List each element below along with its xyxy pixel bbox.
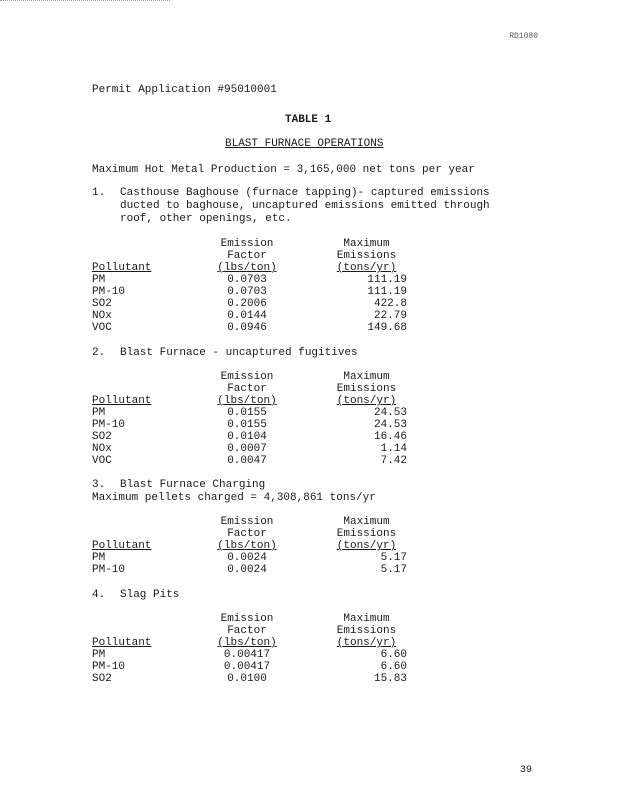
table-row: PM-10 0.0024 5.17	[92, 564, 407, 576]
emissions-table-1	[92, 238, 421, 334]
section-3-description: Blast Furnace Charging Maximum pellets charged = 4,308,861 tons/yr	[92, 479, 376, 504]
col-ef-line1: Emission	[220, 238, 274, 250]
col-mx-line1: Maximum	[343, 238, 390, 250]
col-ef-line3: (lbs/ton)	[217, 262, 277, 274]
scan-edge-line	[0, 0, 170, 7]
table-row: SO2 0.0104 16.46	[92, 431, 407, 443]
emissions-table-4: Emission Maximum Factor Emissions Pollutant (lbs/ton) (tons/yr) PM 0.00417 6.60 PM-10 0.00417 6.60 SO2 0.0100 15.83	[92, 613, 421, 685]
document-id: RD1080	[509, 32, 538, 41]
table-row: PM-10 0.0155 24.53	[92, 419, 407, 431]
section-3-number: 3.	[92, 479, 106, 491]
table-row: VOC 0.0946 149.68	[92, 322, 407, 334]
section-2-description: Blast Furnace - uncaptured fugitives	[120, 347, 358, 359]
section-4-description: Slag Pits	[120, 589, 180, 601]
col-pollutant: Pollutant	[92, 262, 152, 274]
section-4-number: 4.	[92, 589, 106, 601]
section-title: BLAST FURNACE OPERATIONS	[225, 138, 384, 150]
section-1-number: 1.	[92, 187, 106, 199]
page-number: 39	[520, 765, 533, 776]
col-ef-line2: Factor	[227, 250, 267, 262]
production-line: Maximum Hot Metal Production = 3,165,000 net tons per year	[92, 164, 475, 176]
table-row: SO2 0.0100 15.83	[92, 673, 407, 685]
table-row: PM 0.0703 111.19	[92, 274, 407, 286]
table-title: TABLE 1	[285, 114, 332, 126]
table-row: SO2 0.2006 422.8	[92, 298, 407, 310]
emissions-table-2: Emission Maximum Factor Emissions Pollutant (lbs/ton) (tons/yr) PM 0.0155 24.53 PM-10 0.0155 24.53 SO2 0.0104 16.46 NOx 0.0007 1.14 VOC 0.0047 7.42	[92, 371, 421, 467]
table-row: PM 0.0155 24.53	[92, 407, 407, 419]
col-mx-line2: Emissions	[336, 250, 397, 262]
table-row: NOx 0.0007 1.14	[92, 443, 407, 455]
table-row: VOC 0.0047 7.42	[92, 455, 407, 467]
emissions-table-3: Emission Maximum Factor Emissions Pollutant (lbs/ton) (tons/yr) PM 0.0024 5.17 PM-10 0.0024 5.17	[92, 516, 421, 576]
table-row: NOx 0.0144 22.79	[92, 310, 407, 322]
table-row: PM-10 0.00417 6.60	[92, 661, 407, 673]
section-1-description: Casthouse Baghouse (furnace tapping)- captured emissions ducted to baghouse, uncaptured emissions emitted through roof, other openings, etc.	[120, 187, 490, 225]
col-mx-line3: (tons/yr)	[336, 262, 397, 274]
permit-application-line: Permit Application #95010001	[92, 84, 277, 96]
table-row: PM 0.0024 5.17	[92, 552, 407, 564]
table-row: PM 0.00417 6.60	[92, 649, 407, 661]
table-row: PM-10 0.0703 111.19	[92, 286, 407, 298]
section-2-number: 2.	[92, 347, 106, 359]
